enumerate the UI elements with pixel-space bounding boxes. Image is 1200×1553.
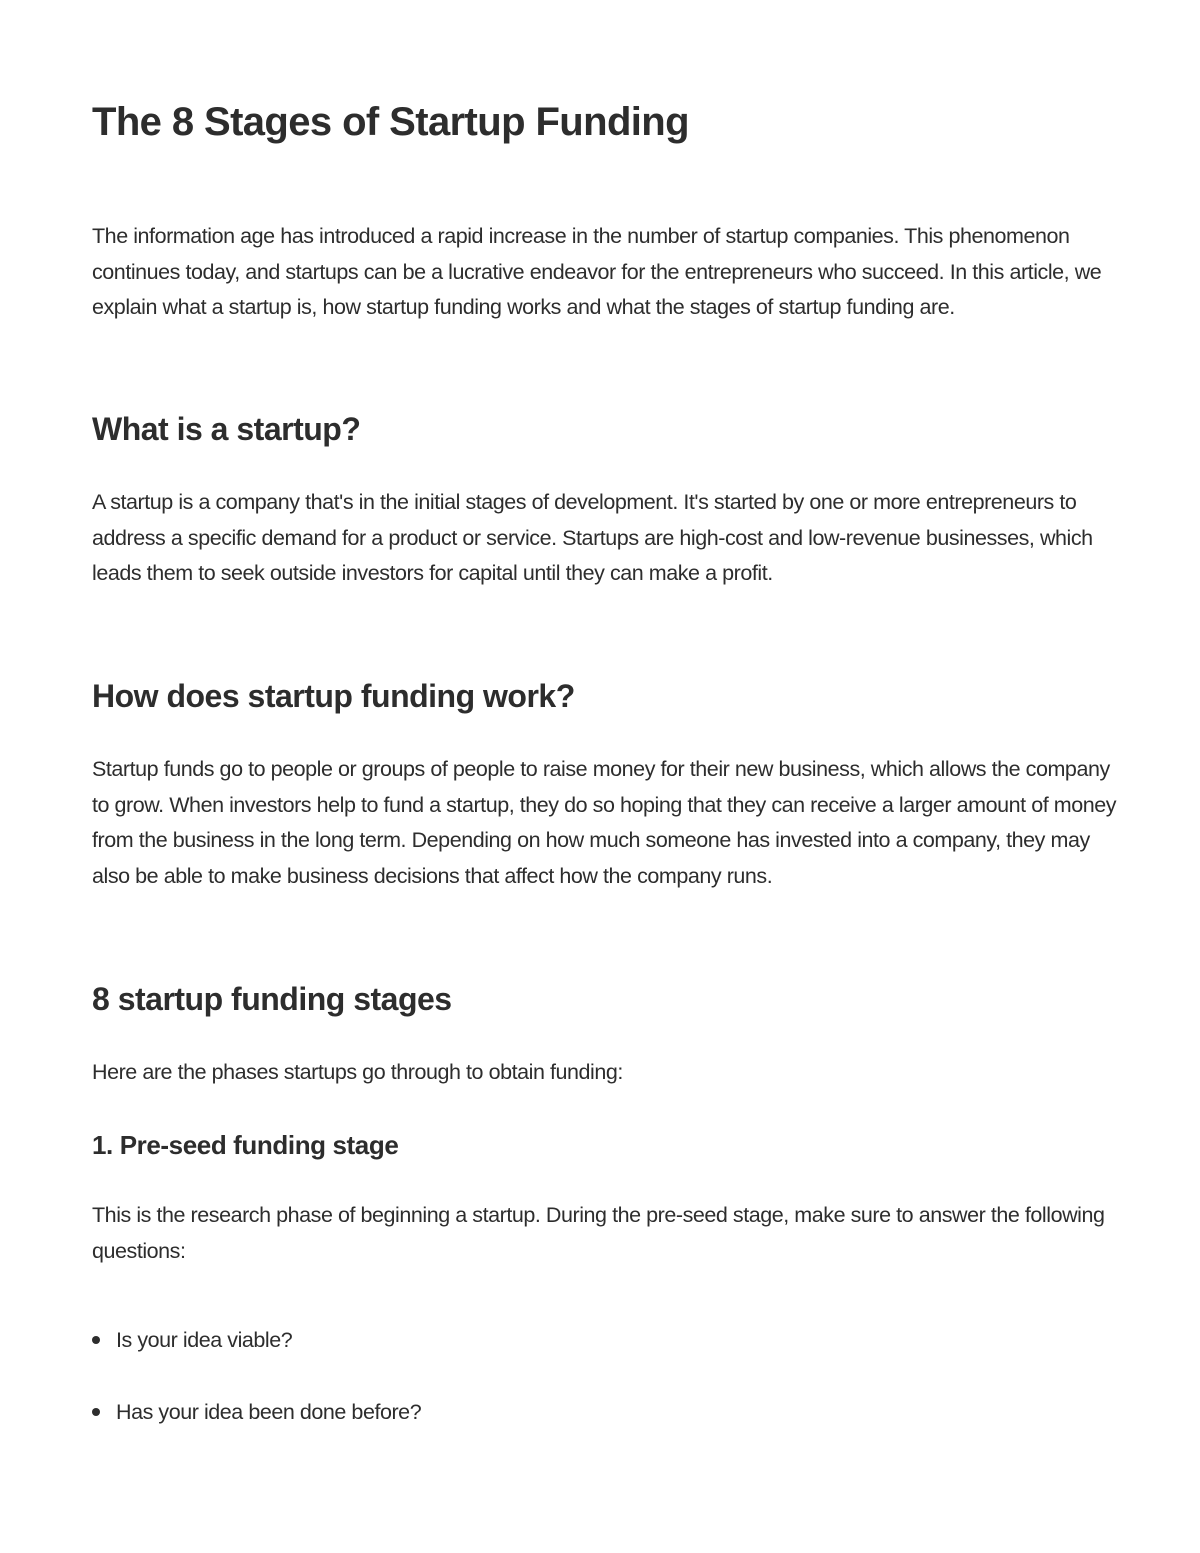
intro-paragraph: The information age has introduced a rapid increase in the number of startup companies. This phenomenon continues today, and startups can be a lucrative endeavor for the entrepreneurs who succeed. In this article, we explain what a startup is, how startup funding works and what the stages of startup funding are.	[92, 224, 1102, 319]
list-item	[92, 1397, 421, 1427]
section-heading-what-is-startup: What is a startup?	[92, 411, 361, 447]
page-title: The 8 Stages of Startup Funding	[92, 100, 689, 144]
question-list	[92, 1325, 421, 1427]
section-heading-how-funding-works: How does startup funding work?	[92, 678, 575, 714]
list-item-text: Has your idea been done before?	[116, 1400, 422, 1424]
section-body-what-is-startup: A startup is a company that's in the initial stages of development. It's started by one or more entrepreneurs to address a specific demand for a product or service. Startups are high-cost and low-revenue businesses, which leads them to seek outside investors for capital until they can make a profit.	[92, 490, 1093, 585]
section-heading-funding-stages: 8 startup funding stages	[92, 981, 452, 1017]
bullet-icon	[92, 1336, 100, 1344]
stage-heading-pre-seed: 1. Pre-seed funding stage	[92, 1130, 399, 1160]
section-body-funding-stages: Here are the phases startups go through to obtain funding:	[92, 1060, 623, 1084]
bullet-icon	[92, 1408, 100, 1416]
list-item-text: Is your idea viable?	[116, 1328, 293, 1352]
section-body-how-funding-works: Startup funds go to people or groups of people to raise money for their new business, which allows the company to grow. When investors help to fund a startup, they do so hoping that they can receive a larger amount of money from the business in the long term. Depending on how much someone has invested into a company, they may also be able to make business decisions that affect how the company runs.	[92, 757, 1117, 888]
stage-body-pre-seed: This is the research phase of beginning a startup. During the pre-seed stage, make sure to answer the following questions:	[92, 1203, 1105, 1263]
list-item	[92, 1325, 421, 1355]
